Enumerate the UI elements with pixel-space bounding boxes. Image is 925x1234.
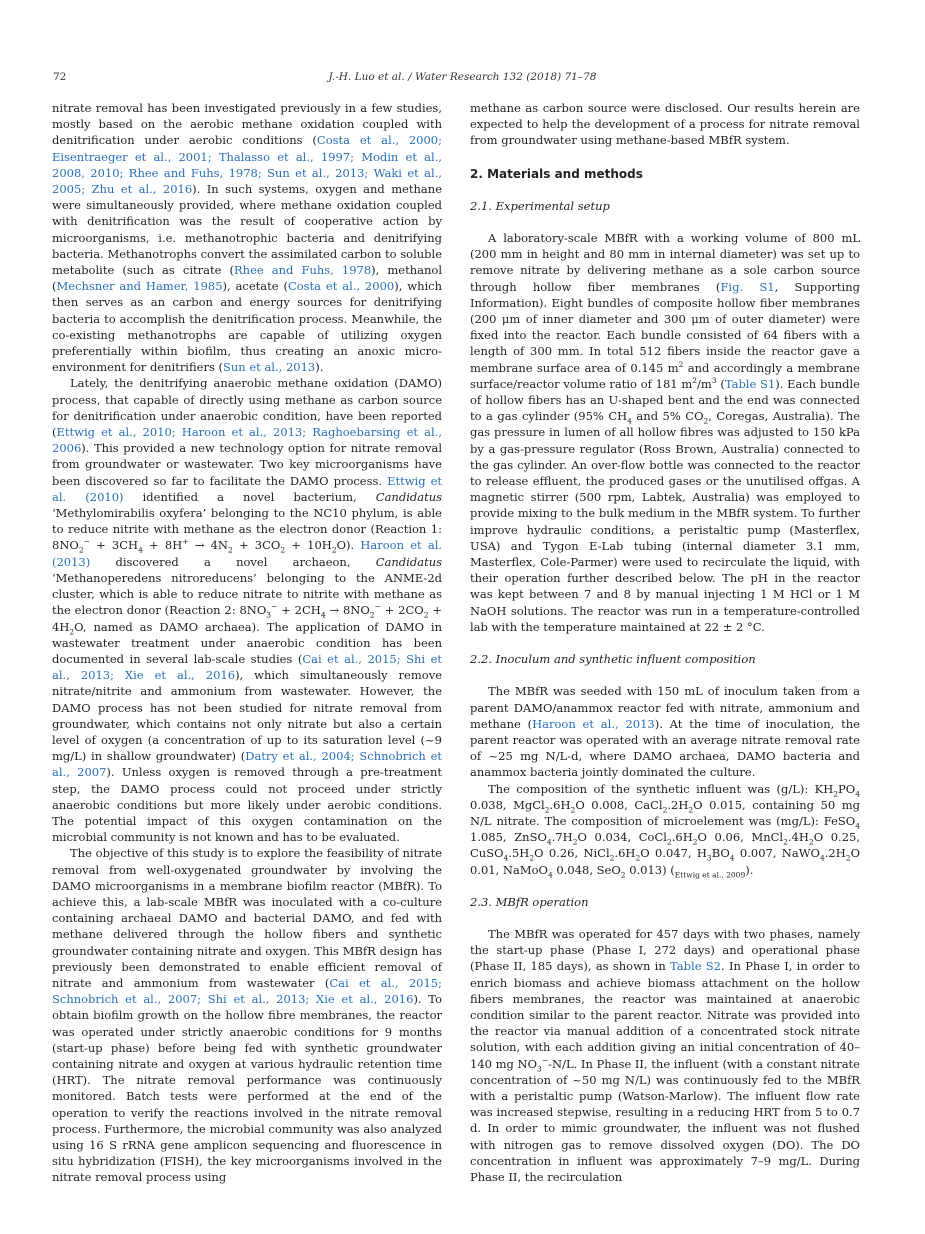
citation-link[interactable]: Datry et al., 2004; Schnobrich et al., 2007 — [52, 749, 443, 780]
intro-paragraph-1: nitrate removal has been investigated previously in a few studies, mostly based on the aerobic methane oxidation coupled with denitrification under aerobic conditions (Costa et al., 2000; Eisentraeger et al., 2001; Thalasso et al., 1997; Modin et al., 2008, 2010; Rhee and Fuhs, 1978; Sun et al., 2013; Waki et al., 2005; Zhu et al., 2016). In such systems, oxygen and methane were simultaneously provided, where methane oxidation coupled with denitrification was the result of cooperative action by microorganisms, i.e. methanotrophic bacteria and denitrifying bacteria. Methanotrophs convert the assimilated carbon to soluble metabolite (such as citrate (Rhee and Fuhs, 1978), methanol (Mechsner and Hamer, 1985), acetate (Costa et al., 2000), which then serves as an carbon and energy sources for denitrifying bacteria to accomplish the denitrification process. Meanwhile, the co-existing methanotrophs are capable of utilizing oxygen preferentially within biofilm, thus creating an anoxic micro-environment for denitrifiers (Sun et al., 2013). — [52, 101, 443, 375]
citation-link[interactable]: Haroon et al., 2013 — [532, 716, 655, 731]
citation-link[interactable]: Costa et al., 2000 — [287, 279, 395, 294]
citation-link[interactable]: Ettwig et al., 2010; Haroon et al., 2013; Raghoebarsing et al., 2006 — [52, 425, 442, 456]
subsection-heading: 2.1. Experimental setup — [470, 198, 610, 213]
right-column — [470, 100, 860, 1185]
citation-link[interactable]: Rhee and Fuhs, 1978 — [234, 263, 372, 278]
intro-paragraph-2: Lately, the denitrifying anaerobic methane oxidation (DAMO) process, that capable of directly using methane as carbon source for denitrification under anaerobic condition, have been reported (Ettwig et al., 2010; Haroon et al., 2013; Raghoebarsing et al., 2006). This provided a new technology option for nitrate removal from groundwater or wastewater. Two key microorganisms have been discovered so far to facilitate the DAMO process. Ettwig et al. (2010) identified a novel bacterium, Candidatus ‘Methylomirabilis oxyfera’ belonging to the NC10 phylum, is able to reduce nitrite with methane as the electron donor (Reaction 1: $8NO_2^- + 3CH_4 + 8H^+ \to 4N_2 + 3CO_2 + 10H_2O$). Haroon et al. (2013) discovered a novel archaeon, Candidatus ‘Methanoperedens nitroreducens’ belonging to the ANME-2d cluster, which is able to reduce nitrate to nitrite with methane as the electron donor (Reaction 2: $8NO_3^- + 2CH_4 \to 8NO_2^- + 2CO_2 + 4H_2O$, named as DAMO archaea). The application of DAMO in wastewater treatment under anaerobic condition has been documented in several lab-scale studies (Cai et al., 2015; Shi et al., 2013; Xie et al., 2016), which simultaneously remove nitrate/nitrite and ammonium from wastewater. However, the DAMO process has not been studied for nitrate removal from groundwater, which contains not only nitrate but also a certain level of oxygen (a concentration of up to its saturation level (~9 mg/L) in shallow groundwater) (Datry et al., 2004; Schnobrich et al., 2007). Unless oxygen is removed through a pre-treatment step, the DAMO process could not proceed under strictly anaerobic conditions but more likely under aerobic conditions. The potential impact of this oxygen contamination on the microbial community is not known and has to be evaluated. — [52, 376, 443, 845]
influent-paragraph: The composition of the synthetic influent was (g/L): $KH_2PO_4$ 0.038, $MgCl_2.6H_2O$ 0.008, $CaCl_2.2H_2O$ 0.015, containing 50 mg N/L nitrate. The composition of microelement was (mg/L): FeSO$_4$ 1.085, $ZnSO_4.7H_2O$ 0.034, $CoCl_2.6H_2O$ 0.06, $MnCl_2.4H_2O$ 0.25, $CuSO_4.5H_2O$ 0.26, $NiCl_2.6H_2O$ 0.047, $H_3BO_4$ 0.007, $NaWO_4.2H_2O$ 0.01, NaMoO$_4$ 0.048, SeO$_2$ 0.013) $(_{Ettwig et al., 2009})$. — [470, 781, 861, 879]
setup-paragraph: A laboratory-scale MBfR with a working volume of 800 mL (200 mm in height and 80 mm in internal diameter) was set up to remove nitrate by delivering methane as a sole carbon source through hollow fiber membranes (Fig. S1, Supporting Information). Eight bundles of composite hollow fiber membranes (200 μm of inner diameter and 300 μm of outer diameter) were fixed into the reactor. Each bundle consisted of 64 fibers with a length of 300 mm. In total 512 fibers inside the reactor gave a membrane surface area of 0.145 $m^2$ and accordingly a membrane surface/reactor volume ratio of 181 $m^2/m^3$ (Table S1). Each bundle of hollow fibers has an U-shaped bent and the end was connected to a gas cylinder (95% $CH_4$ and 5% $CO_2$, Coregas, Australia). The gas pressure in lumen of all hollow fibres was adjusted to 150 kPa by a gas-pressure regulator (Ross Brown, Australia) connected to the gas cylinder. An over-flow bottle was connected to the reactor to release effluent, the produced gases or the unutilised offgas. A magnetic stirrer (500 rpm, Labtek, Australia) was employed to provide mixing to the bulk medium in the MBfR system. To further improve hydraulic conditions, a peristaltic pump (Masterflex, USA) and Tygon E-Lab tubing (internal diameter 3.1 mm, Masterflex, Cole-Parmer) were used to recirculate the liquid, with their operation further described below. The pH in the reactor was kept between 7 and 8 by manual injecting 1 M HCl or 1 M NaOH solutions. The reactor was run in a temperature-controlled lab with the temperature maintained at 22 ± 2 °C. — [470, 231, 861, 634]
citation-link[interactable]: Mechsner and Hamer, 1985 — [56, 279, 223, 294]
running-title: J.-H. Luo et al. / Water Research 132 (2018) 71–78 — [328, 71, 597, 83]
table-link[interactable]: Table S1 — [724, 376, 776, 391]
operation-paragraph: The MBfR was operated for 457 days with two phases, namely the start-up phase (Phase I, 272 days) and operational phase (Phase II, 185 days), as shown in Table S2. In Phase I, in order to enrich biomass and achieve biomass attachment on the hollow fibers membranes, the reactor was maintained at anaerobic condition similar to the parent reactor. Nitrate was provided into the reactor via manual addition of a concentrated stock nitrate solution, with each addition giving an initial concentration of 40–140 mg $NO_3^--N/L$. In Phase II, the influent (with a constant nitrate concentration of ~50 mg N/L) was continuously fed to the MBfR with a peristaltic pump (Watson-Marlow). The influent flow rate was increased stepwise, resulting in a reducing HRT from 5 to 0.7 d. In order to mimic groundwater, the influent was not flushed with nitrogen gas to remove dissolved oxygen (DO). The DO concentration in influent was approximately 7–9 mg/L. During Phase II, the recirculation — [470, 926, 860, 1184]
inoculum-paragraph: The MBfR was seeded with 150 mL of inoculum taken from a parent DAMO/anammox reactor fed with nitrate, ammonium and methane (Haroon et al., 2013). At the time of inoculation, the parent reactor was operated with an average nitrate removal rate of ~25 mg N/L-d, where DAMO archaea, DAMO bacteria and anammox bacteria jointly dominated the culture. — [470, 684, 860, 780]
intro-paragraph-continued: methane as carbon source were disclosed. Our results herein are expected to help the development of a process for nitrate removal from groundwater using methane-based MBfR system. — [470, 101, 860, 148]
citation-link[interactable]: Haroon et al. (2013) — [52, 538, 443, 569]
citation-link[interactable]: Costa et al., 2000; Eisentraeger et al., 2001; Thalasso et al., 1997; Modin et al., 2008, 2010; Rhee and Fuhs, 1978; Sun et al., 2013; Waki et al., 2005; Zhu et al., 2016 — [52, 133, 442, 197]
citation-link[interactable]: Sun et al., 2013 — [223, 360, 316, 375]
subsection-heading: 2.3. MBfR operation — [470, 894, 589, 909]
table-link[interactable]: Table S2 — [670, 959, 721, 974]
subsection-heading: 2.2. Inoculum and synthetic influent composition — [470, 652, 756, 667]
section-heading: 2. Materials and methods — [470, 166, 643, 181]
intro-paragraph-3: The objective of this study is to explore the feasibility of nitrate removal from well-oxygenated groundwater by involving the DAMO microorganisms in a membrane biofilm reactor (MBfR). To achieve this, a lab-scale MBfR was inoculated with a co-culture containing archaeal DAMO and bacterial DAMO, and fed with methane delivered through the hollow fibers and synthetic groundwater containing nitrate and oxygen. This MBfR design has previously been demonstrated to enable efficient removal of nitrate and ammonium from wastewater (Cai et al., 2015; Schnobrich et al., 2007; Shi et al., 2013; Xie et al., 2016). To obtain biofilm growth on the hollow fibre membranes, the reactor was operated under strictly anaerobic conditions for 9 months (start-up phase) before being fed with synthetic groundwater containing nitrate and oxygen at various hydraulic retention time (HRT). The nitrate removal performance was continuously monitored. Batch tests were performed at the end of the operation to verify the reactions involved in the nitrate removal process. Furthermore, the microbial community was also analyzed using 16 S rRNA gene amplicon sequencing and fluorescence in situ hybridization (FISH), the key microorganisms involved in the nitrate removal process using — [52, 846, 443, 1185]
citation-link[interactable]: Cai et al., 2015; Shi et al., 2013; Xie et al., 2016 — [52, 651, 442, 683]
figure-link[interactable]: Fig. S1 — [720, 279, 775, 294]
citation-link[interactable]: Cai et al., 2015; Schnobrich et al., 2007; Shi et al., 2013; Xie et al., 2016 — [52, 975, 442, 1007]
page-header — [53, 71, 872, 87]
page-number: 72 — [53, 71, 67, 83]
left-column — [52, 100, 442, 1186]
citation-link[interactable]: Ettwig et al. (2010) — [52, 473, 442, 504]
